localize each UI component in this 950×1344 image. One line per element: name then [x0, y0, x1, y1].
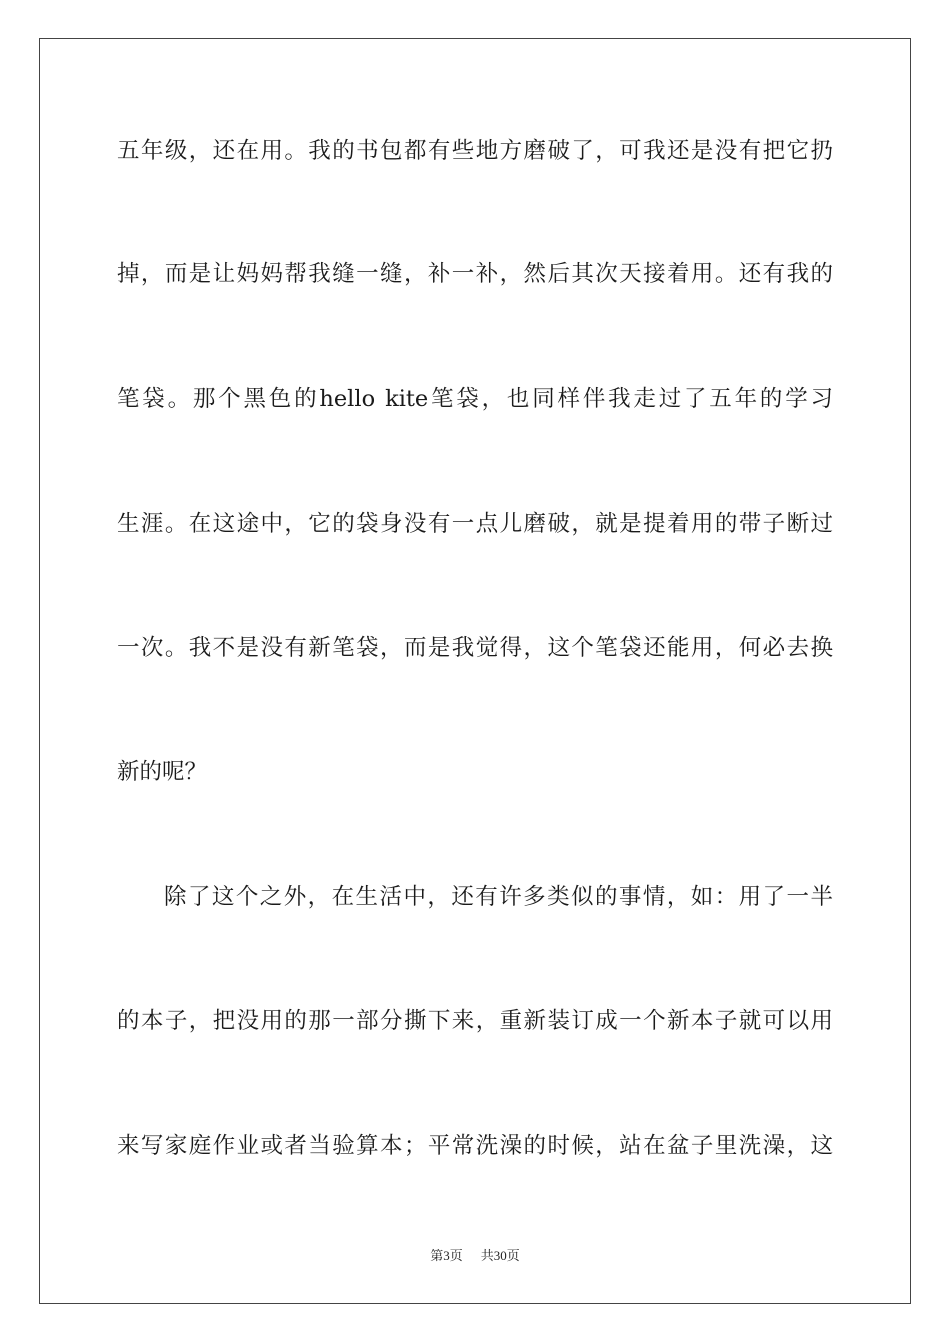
paragraph-first-line: 除了这个之外，在生活中，还有许多类似的事情，如：用了一半 — [164, 884, 833, 910]
text-line: 来写家庭作业或者当验算本；平常洗澡的时候，站在盆子里洗澡，这 — [117, 1133, 833, 1159]
text-line: 五年级，还在用。我的书包都有些地方磨破了，可我还是没有把它扔 — [117, 138, 833, 164]
text-line: 一次。我不是没有新笔袋，而是我觉得，这个笔袋还能用，何必去换 — [117, 635, 833, 661]
page-number: 第3页 — [430, 1248, 463, 1263]
text-line: 新的呢？ — [117, 759, 208, 785]
page-footer — [0, 1247, 950, 1265]
page-total: 共30页 — [480, 1248, 520, 1263]
page-border — [39, 38, 911, 1304]
text-line: 掉，而是让妈妈帮我缝一缝，补一补，然后其次天接着用。还有我的 — [117, 261, 833, 287]
text-line: 的本子，把没用的那一部分撕下来，重新装订成一个新本子就可以用 — [117, 1008, 833, 1034]
text-line: 生涯。在这途中，它的袋身没有一点儿磨破，就是提着用的带子断过 — [117, 511, 833, 537]
text-line: 笔袋。那个黑色的hello kite笔袋，也同样伴我走过了五年的学习 — [117, 386, 833, 412]
